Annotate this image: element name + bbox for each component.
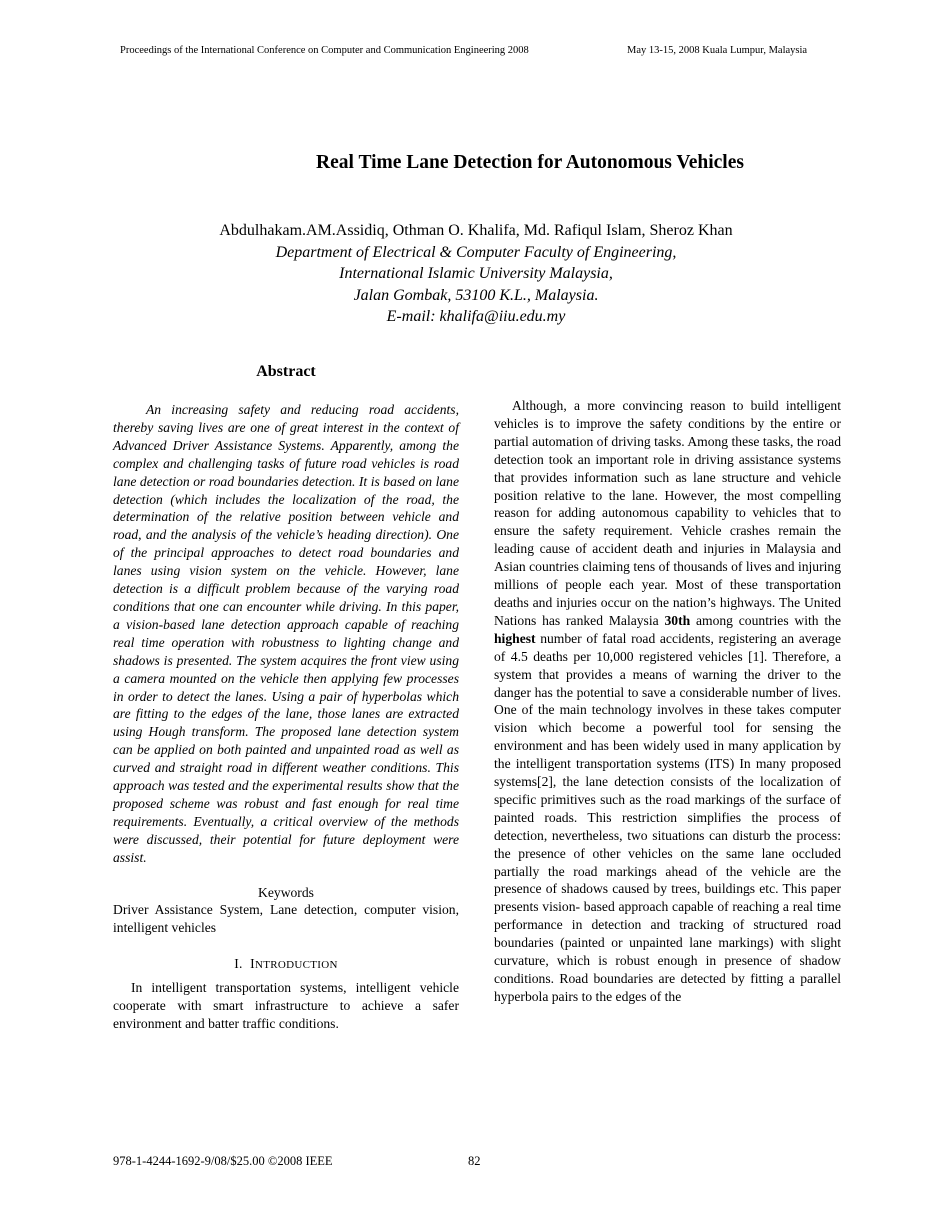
abstract-heading: Abstract [256, 363, 316, 380]
footer-isbn: 978-1-4244-1692-9/08/$25.00 ©2008 IEEE [113, 1154, 333, 1168]
section-heading-introduction [113, 955, 459, 975]
author-names: Abdulhakam.AM.Assidiq, Othman O. Khalifa, Md. Rafiqul Islam, Sheroz Khan [219, 222, 733, 239]
body-text-part: among countries with the [695, 612, 841, 628]
affiliation-line: Jalan Gombak, 53100 K.L., Malaysia. [353, 286, 599, 304]
conference-date: May 13-15, 2008 Kuala Lumpur, Malaysia [627, 45, 808, 56]
keywords-text: Driver Assistance System, Lane detection, computer vision, intelligent vehicles [113, 902, 459, 936]
body-text-part: Although, a more convincing reason to build intelligent vehicles is to improve the safety conditions by the entire or partial automation of driving tasks. Among these tasks, the road detection took an important role in driving assistance systems that provides information such as lane structure and vehicle position relative to the lane. However, the most compelling reason for adding autonomous capability to vehicles that to ensure the safety requirement. Vehicle crashes remain the leading cause of accident death and injuries in Malaysia and Asian countries claiming tens of thousands of lives and injuring millions of people each year. Most of these transportation deaths and injuries occur on the nation’s highways. The United Nations has ranked Malaysia [494, 398, 841, 628]
right-column [494, 397, 841, 1006]
conference-name: Proceedings of the International Conference on Computer and Communication Engineering 2008 [120, 45, 529, 56]
bold-highest: highest [494, 630, 536, 646]
body-text-part: number of fatal road accidents, registering an average of 4.5 deaths per 10,000 registered vehicles [1]. Therefore, a system that provides a means of warning the driver to the danger has the potential to save a considerable number of lives. One of the main technology involves in these takes computer vision which become a powerful tool for sensing the environment and has been widely used in many application by the intelligent transportation systems (ITS) In many proposed systems[2], the lane detection consists of the localization of specific primitives such as the road markings of the surface of painted roads. This restriction simplifies the process of detection, nevertheless, two situations can disturb the process: the presence of other vehicles on the same lane occluded partially the road markings ahead of the vehicle are the presence of shadows caused by trees, buildings etc. This paper presents vision- based approach capable of reaching a real time performance in detection and tracking of structured road boundaries (painted or unpainted lane markings) with slight curvature, which is robust enough in presence of shadow conditions. Road boundaries are detected by fitting a parallel hyperbola pairs to the edges of the [494, 630, 841, 1004]
keywords-heading: Keywords [258, 884, 314, 900]
introduction-text: In intelligent transportation systems, intelligent vehicle cooperate with smart infrastructure to achieve a safer environment and batter traffic conditions. [113, 980, 459, 1031]
section-number: I. [234, 956, 243, 972]
section-title-initial: I [250, 956, 255, 972]
bold-ranking: 30th [664, 612, 691, 628]
author-email: E-mail: khalifa@iiu.edu.my [386, 308, 566, 325]
section-title-rest: NTRODUCTION [255, 959, 338, 972]
paper-title: Real Time Lane Detection for Autonomous Vehicles [316, 152, 744, 173]
affiliation-line: International Islamic University Malaysia, [339, 265, 613, 282]
page-number: 82 [468, 1154, 481, 1168]
author-block [130, 220, 822, 328]
left-column [113, 401, 459, 1033]
affiliation-line: Department of Electrical & Computer Faculty of Engineering, [275, 243, 677, 261]
body-paragraph [494, 397, 841, 1006]
abstract-text: An increasing safety and reducing road accidents, thereby saving lives are one of great interest in the context of Advanced Driver Assistance Systems. Apparently, among the complex and challenging tasks of future road vehicles is road lane detection or road boundaries detection. It is based on lane detection (which includes the localization of the road, the determination of the relative position between vehicle and road, and the analysis of the vehicle’s heading direction). One of the principal approaches to detect road boundaries and lanes using vision system on the vehicle. However, lane detection is a difficult problem because of the varying road conditions that one can encounter while driving. In this paper, a vision-based lane detection approach capable of reaching real time operation with robustness to lighting change and shadows is presented. The system acquires the front view using a camera mounted on the vehicle then applying few processes in order to detect the lanes. Using a pair of hyperbolas which are fitting to the edges of the lane, those lanes are extracted using Hough transform. The proposed lane detection system can be applied on both painted and unpainted road as well as curved and straight road in different weather conditions. This approach was tested and the experimental results show that the proposed scheme was robust and fast enough for real time requirements. Eventually, a critical overview of the methods were discussed, their potential for future deployment were assist. [113, 402, 459, 865]
